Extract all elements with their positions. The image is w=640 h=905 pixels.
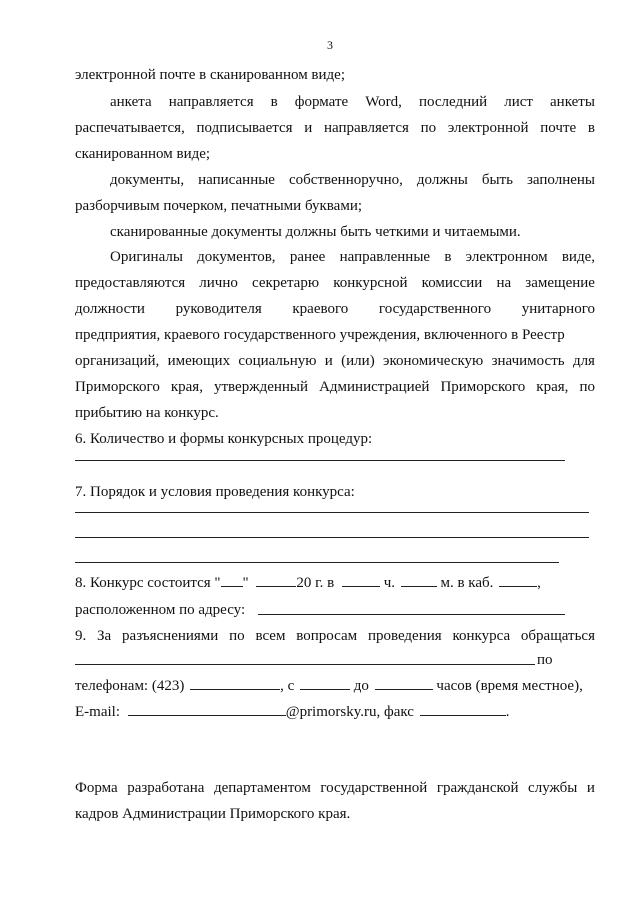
- section-7-fill-line-2: [75, 537, 589, 538]
- paragraph-5-line-4: предприятия, краевого государственного учреждения, включенного в Реестр: [75, 327, 565, 343]
- section-6-title: 6. Количество и формы конкурсных процедур:: [75, 431, 373, 447]
- paragraph-1-line-1: электронной почте в сканированном виде;: [75, 67, 345, 83]
- section-8-line-1: 8. Конкурс состоится " " 20 г. в ч. м. в каб. ,: [75, 575, 541, 591]
- phone-line: телефонам: (423) , с до часов (время местное),: [75, 678, 583, 694]
- paragraph-5-line-3: должности руководителя краевого государственного унитарного: [75, 301, 595, 317]
- section-9-line-1: 9. За разъяснениями по всем вопросам проведения конкурса обращаться: [75, 628, 595, 644]
- paragraph-5-line-7: прибытию на конкурс.: [75, 405, 219, 421]
- email-line: E-mail: @primorsky.ru, факс .: [75, 704, 510, 720]
- page-number: 3: [327, 38, 333, 52]
- paragraph-3-line-1: документы, написанные собственноручно, должны быть заполнены: [110, 172, 595, 188]
- footer-line-1: Форма разработана департаментом государственной гражданской службы и: [75, 780, 595, 796]
- section-7-title: 7. Порядок и условия проведения конкурса:: [75, 484, 355, 500]
- paragraph-3-line-2: разборчивым почерком, печатными буквами;: [75, 198, 363, 214]
- footer-line-2: кадров Администрации Приморского края.: [75, 806, 351, 822]
- paragraph-5-line-6: Приморского края, утвержденный Администрацией Приморского края, по: [75, 379, 595, 395]
- paragraph-4-line-1: сканированные документы должны быть четкими и читаемыми.: [110, 224, 521, 240]
- paragraph-2-line-1: анкета направляется в формате Word, последний лист анкеты: [110, 94, 595, 110]
- address-fill-line: [258, 614, 565, 615]
- paragraph-5-line-2: предоставляются лично секретарю конкурсной комиссии на замещение: [75, 275, 595, 291]
- section-7-fill-line-1: [75, 512, 589, 513]
- section-6-fill-line: [75, 460, 565, 461]
- paragraph-2-line-3: сканированном виде;: [75, 146, 211, 162]
- paragraph-5-line-5: организаций, имеющих социальную и (или) экономическую значимость для: [75, 353, 595, 369]
- paragraph-2-line-2: распечатывается, подписывается и направляется по электронной почте в: [75, 120, 595, 136]
- section-9-po: по: [537, 652, 553, 668]
- section-7-fill-line-3: [75, 562, 559, 563]
- section-8-address: расположенном по адресу:: [75, 602, 246, 618]
- section-9-fill-line: [75, 664, 535, 665]
- paragraph-5-line-1: Оригиналы документов, ранее направленные в электронном виде,: [110, 249, 595, 265]
